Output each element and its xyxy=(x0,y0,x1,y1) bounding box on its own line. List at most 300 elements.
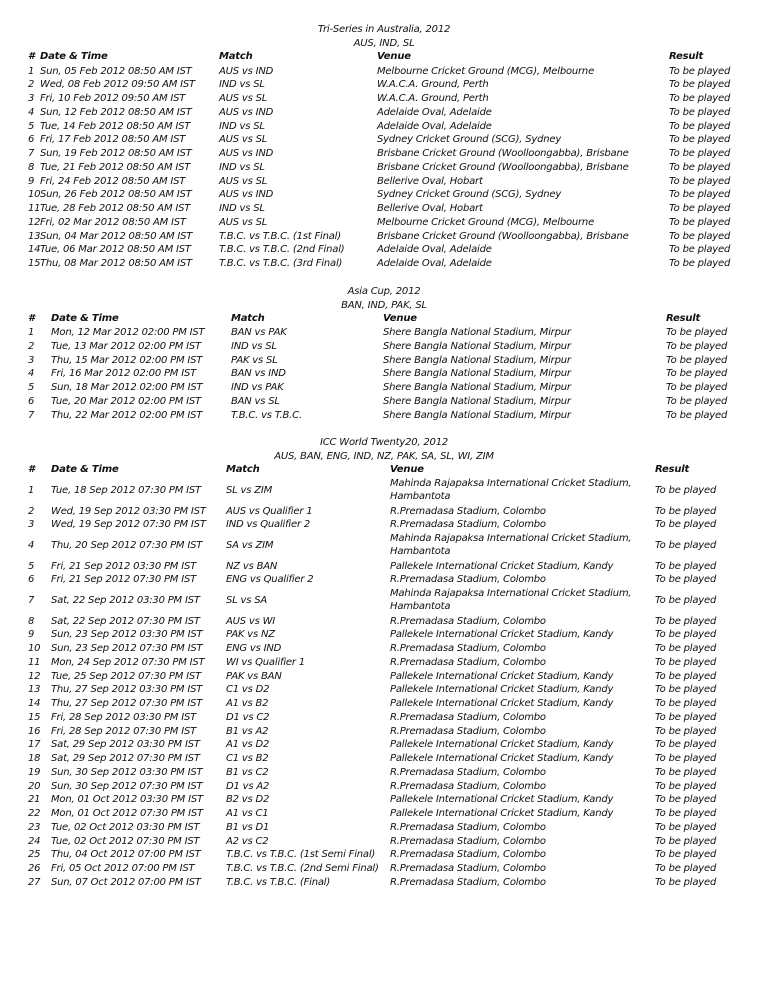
cell-match: T.B.C. vs T.B.C. (1st Semi Final) xyxy=(226,849,376,861)
world-t20-title: ICC World Twenty20, 2012 xyxy=(319,437,449,448)
table-row xyxy=(0,354,768,368)
cell-date: Fri, 28 Sep 2012 07:30 PM IST xyxy=(51,725,196,737)
cell-match: AUS vs Qualifier 1 xyxy=(226,505,313,517)
cell-num: 25 xyxy=(28,849,41,861)
cell-result: To be played xyxy=(655,711,717,723)
cell-date: Tue, 13 Mar 2012 02:00 PM IST xyxy=(51,340,201,352)
cell-num: 27 xyxy=(28,876,41,888)
cell-match: B2 vs D2 xyxy=(226,794,270,806)
table-row xyxy=(0,752,768,766)
cell-result: To be played xyxy=(655,725,717,737)
cell-date: Tue, 02 Oct 2012 03:30 PM IST xyxy=(51,821,200,833)
cell-result: To be played xyxy=(666,354,728,366)
cell-date: Mon, 01 Oct 2012 07:30 PM IST xyxy=(51,808,203,819)
cell-date: Sat, 22 Sep 2012 07:30 PM IST xyxy=(51,615,200,627)
cell-venue: Sydney Cricket Ground (SCG), Sydney xyxy=(377,134,562,146)
cell-num: 10 xyxy=(28,643,41,654)
cell-venue: Shere Bangla National Stadium, Mirpur xyxy=(383,396,571,407)
cell-num: 1 xyxy=(28,327,35,338)
cell-match: T.B.C. vs T.B.C. (2nd Semi Final) xyxy=(226,863,379,874)
cell-result: To be played xyxy=(655,876,717,888)
cell-num: 9 xyxy=(28,629,35,641)
cell-match: B1 vs C2 xyxy=(226,766,269,778)
table-row xyxy=(0,683,768,697)
column-header-num: # xyxy=(28,464,35,475)
cell-venue: Pallekele International Cricket Stadium, Kandy xyxy=(390,684,614,696)
cell-match: PAK vs SL xyxy=(231,354,278,366)
cell-match: IND vs SL xyxy=(219,79,265,91)
cell-match: PAK vs NZ xyxy=(226,629,275,641)
cell-num: 24 xyxy=(28,835,41,847)
cell-match: AUS vs IND xyxy=(219,189,274,201)
cell-date: Thu, 22 Mar 2012 02:00 PM IST xyxy=(51,409,203,421)
table-row xyxy=(0,257,768,271)
table-row xyxy=(0,821,768,835)
cell-match: T.B.C. vs T.B.C. (Final) xyxy=(226,876,331,888)
cell-match: IND vs PAK xyxy=(231,382,284,394)
cell-result: To be played xyxy=(666,327,728,338)
cell-num: 19 xyxy=(28,766,41,778)
cell-num: 12 xyxy=(28,670,41,682)
cell-result: To be played xyxy=(655,766,717,778)
column-header-num: # xyxy=(28,313,35,324)
cell-match: ENG vs Qualifier 2 xyxy=(226,574,314,586)
cell-match: WI vs Qualifier 1 xyxy=(226,656,305,668)
cell-match: BAN vs PAK xyxy=(231,327,287,338)
cell-match: SL vs SA xyxy=(226,594,267,606)
table-row xyxy=(0,230,768,244)
cell-result: To be played xyxy=(655,539,717,551)
tri-series-title: Tri-Series in Australia, 2012 xyxy=(317,24,451,35)
cell-num: 11 xyxy=(28,203,41,214)
cell-date: Fri, 17 Feb 2012 08:50 AM IST xyxy=(40,134,186,146)
cell-venue: R.Premadasa Stadium, Colombo xyxy=(390,780,546,792)
table-row xyxy=(0,532,768,560)
cell-result: To be played xyxy=(655,629,717,641)
cell-result: To be played xyxy=(669,258,731,269)
table-row xyxy=(0,738,768,752)
cell-venue: Brisbane Cricket Ground (Woolloongabba), Brisbane xyxy=(377,148,629,159)
cell-venue: Adelaide Oval, Adelaide xyxy=(377,106,492,118)
table-row xyxy=(0,793,768,807)
table-row xyxy=(0,807,768,821)
cell-result: To be played xyxy=(655,484,717,496)
cell-match: IND vs SL xyxy=(231,340,277,352)
cell-result: To be played xyxy=(669,79,731,91)
cell-match: BAN vs IND xyxy=(231,368,286,380)
cell-match: IND vs SL xyxy=(219,120,265,132)
column-header-result: Result xyxy=(655,464,690,475)
cell-date: Tue, 02 Oct 2012 07:30 PM IST xyxy=(51,835,200,847)
cell-venue: Adelaide Oval, Adelaide xyxy=(377,244,492,256)
cell-venue-line2: Hambantota xyxy=(390,491,451,502)
cell-match: IND vs SL xyxy=(219,161,265,173)
world-t20-subtitle: AUS, BAN, ENG, IND, NZ, PAK, SA, SL, WI, ZIM xyxy=(274,451,494,462)
cell-venue: W.A.C.A. Ground, Perth xyxy=(377,79,489,91)
cell-num: 6 xyxy=(28,396,35,407)
cell-num: 8 xyxy=(28,161,35,173)
cell-venue: R.Premadasa Stadium, Colombo xyxy=(390,821,546,833)
column-header-num: # xyxy=(28,51,35,62)
cell-venue: Brisbane Cricket Ground (Woolloongabba), Brisbane xyxy=(377,161,629,173)
cell-result: To be played xyxy=(666,340,728,352)
cell-match: T.B.C. vs T.B.C. xyxy=(231,409,302,421)
cell-date: Sat, 22 Sep 2012 03:30 PM IST xyxy=(51,594,200,606)
table-row xyxy=(0,216,768,230)
cell-num: 5 xyxy=(28,120,35,132)
cell-match: ENG vs IND xyxy=(226,643,282,654)
cell-date: Tue, 18 Sep 2012 07:30 PM IST xyxy=(51,484,201,496)
cell-venue: R.Premadasa Stadium, Colombo xyxy=(390,615,546,627)
cell-result: To be played xyxy=(669,216,731,228)
table-row xyxy=(0,106,768,120)
cell-result: To be played xyxy=(655,849,717,861)
column-header-venue: Venue xyxy=(377,51,411,62)
cell-venue: Pallekele International Cricket Stadium, Kandy xyxy=(390,794,614,806)
cell-venue: Pallekele International Cricket Stadium, Kandy xyxy=(390,629,614,641)
cell-venue-line2: Hambantota xyxy=(390,601,451,612)
cell-result: To be played xyxy=(655,780,717,792)
cell-date: Fri, 10 Feb 2012 09:50 AM IST xyxy=(40,93,186,104)
cell-date: Tue, 14 Feb 2012 08:50 AM IST xyxy=(40,120,191,132)
table-row xyxy=(0,65,768,79)
cell-match: AUS vs IND xyxy=(219,106,274,118)
table-row xyxy=(0,133,768,147)
cell-result: To be played xyxy=(666,409,728,421)
cell-match: AUS vs SL xyxy=(219,216,268,228)
cell-match: D1 vs A2 xyxy=(226,780,270,792)
table-row xyxy=(0,147,768,161)
cell-match: AUS vs IND xyxy=(219,65,274,77)
cell-result: To be played xyxy=(655,574,717,586)
table-row xyxy=(0,615,768,629)
cell-num: 7 xyxy=(28,409,35,421)
cell-num: 13 xyxy=(28,230,41,242)
table-row xyxy=(0,642,768,656)
cell-venue: R.Premadasa Stadium, Colombo xyxy=(390,519,546,531)
cell-date: Sun, 26 Feb 2012 08:50 AM IST xyxy=(40,189,192,201)
cell-num: 6 xyxy=(28,574,35,586)
table-row xyxy=(0,202,768,216)
cell-date: Sun, 05 Feb 2012 08:50 AM IST xyxy=(40,65,192,77)
cell-num: 17 xyxy=(28,739,41,751)
cell-result: To be played xyxy=(655,505,717,517)
cell-date: Mon, 12 Mar 2012 02:00 PM IST xyxy=(51,327,205,338)
cell-num: 10 xyxy=(28,189,41,201)
cell-venue: Pallekele International Cricket Stadium, Kandy xyxy=(390,670,614,682)
cell-date: Sun, 04 Mar 2012 08:50 AM IST xyxy=(40,230,193,242)
cell-date: Thu, 27 Sep 2012 03:30 PM IST xyxy=(51,684,203,696)
table-row xyxy=(0,243,768,257)
cell-venue: R.Premadasa Stadium, Colombo xyxy=(390,766,546,778)
table-row xyxy=(0,188,768,202)
table-row xyxy=(0,120,768,134)
cell-venue: R.Premadasa Stadium, Colombo xyxy=(390,835,546,847)
table-row xyxy=(0,175,768,189)
cell-venue: Bellerive Oval, Hobart xyxy=(377,203,483,214)
cell-num: 11 xyxy=(28,656,41,668)
cell-date: Fri, 21 Sep 2012 03:30 PM IST xyxy=(51,560,196,572)
cell-result: To be played xyxy=(669,134,731,146)
cell-num: 4 xyxy=(28,539,35,551)
table-row xyxy=(0,587,768,615)
cell-venue: Adelaide Oval, Adelaide xyxy=(377,120,492,132)
cell-date: Tue, 21 Feb 2012 08:50 AM IST xyxy=(40,161,191,173)
cell-match: AUS vs IND xyxy=(219,148,274,159)
cell-result: To be played xyxy=(655,739,717,751)
cell-date: Tue, 28 Feb 2012 08:50 AM IST xyxy=(40,203,191,214)
cell-match: A1 vs C1 xyxy=(226,808,269,819)
cell-venue: Sydney Cricket Ground (SCG), Sydney xyxy=(377,189,562,201)
cell-date: Wed, 19 Sep 2012 03:30 PM IST xyxy=(51,505,206,517)
asia-cup-title: Asia Cup, 2012 xyxy=(347,286,421,297)
cell-venue: Shere Bangla National Stadium, Mirpur xyxy=(383,340,571,352)
cell-date: Fri, 16 Mar 2012 02:00 PM IST xyxy=(51,368,197,380)
cell-num: 14 xyxy=(28,698,41,709)
cell-match: T.B.C. vs T.B.C. (3rd Final) xyxy=(219,258,343,269)
cell-venue: Melbourne Cricket Ground (MCG), Melbourne xyxy=(377,216,595,228)
cell-date: Fri, 28 Sep 2012 03:30 PM IST xyxy=(51,711,196,723)
cell-venue: R.Premadasa Stadium, Colombo xyxy=(390,849,546,861)
cell-match: BAN vs SL xyxy=(231,396,280,407)
cell-venue: R.Premadasa Stadium, Colombo xyxy=(390,643,546,654)
cell-result: To be played xyxy=(655,684,717,696)
cell-match: AUS vs SL xyxy=(219,134,268,146)
asia-cup-subtitle: BAN, IND, PAK, SL xyxy=(341,300,427,311)
cell-result: To be played xyxy=(666,368,728,380)
table-row xyxy=(0,711,768,725)
table-row xyxy=(0,505,768,519)
cell-date: Fri, 05 Oct 2012 07:00 PM IST xyxy=(51,863,195,874)
cell-match: SA vs ZIM xyxy=(226,539,274,551)
column-header-result: Result xyxy=(666,313,701,324)
table-row xyxy=(0,848,768,862)
cell-match: AUS vs SL xyxy=(219,93,268,104)
cell-match: AUS vs WI xyxy=(226,615,276,627)
cell-venue: Melbourne Cricket Ground (MCG), Melbourne xyxy=(377,65,595,77)
cell-date: Mon, 01 Oct 2012 03:30 PM IST xyxy=(51,794,203,806)
table-row xyxy=(0,670,768,684)
table-row xyxy=(0,92,768,106)
cell-result: To be played xyxy=(666,396,728,407)
table-row xyxy=(0,161,768,175)
cell-venue: W.A.C.A. Ground, Perth xyxy=(377,93,489,104)
cell-num: 3 xyxy=(28,519,35,531)
cell-result: To be played xyxy=(669,106,731,118)
cell-num: 2 xyxy=(28,79,35,91)
table-row xyxy=(0,367,768,381)
cell-match: AUS vs SL xyxy=(219,175,268,187)
cell-num: 2 xyxy=(28,340,35,352)
cell-venue: Adelaide Oval, Adelaide xyxy=(377,258,492,269)
cell-venue: Pallekele International Cricket Stadium, Kandy xyxy=(390,698,614,709)
cell-date: Sun, 19 Feb 2012 08:50 AM IST xyxy=(40,148,192,159)
cell-num: 13 xyxy=(28,684,41,696)
cell-venue: Pallekele International Cricket Stadium, Kandy xyxy=(390,560,614,572)
cell-venue: Pallekele International Cricket Stadium, Kandy xyxy=(390,753,614,764)
cell-date: Sun, 07 Oct 2012 07:00 PM IST xyxy=(51,876,201,888)
table-row xyxy=(0,628,768,642)
cell-match: IND vs Qualifier 2 xyxy=(226,519,311,531)
cell-num: 2 xyxy=(28,505,35,517)
table-row xyxy=(0,876,768,890)
cell-date: Wed, 19 Sep 2012 07:30 PM IST xyxy=(51,519,206,531)
column-header-date: Date & Time xyxy=(51,464,119,475)
cell-venue: R.Premadasa Stadium, Colombo xyxy=(390,863,546,874)
table-row xyxy=(0,78,768,92)
cell-num: 18 xyxy=(28,753,41,764)
cell-num: 23 xyxy=(28,821,41,833)
cell-match: A2 vs C2 xyxy=(226,835,269,847)
table-row xyxy=(0,697,768,711)
cell-result: To be played xyxy=(669,148,731,159)
cell-venue: Mahinda Rajapaksa International Cricket Stadium, xyxy=(390,478,632,489)
cell-num: 7 xyxy=(28,148,35,159)
table-row xyxy=(0,656,768,670)
cell-result: To be played xyxy=(669,120,731,132)
table-row xyxy=(0,560,768,574)
cell-match: B1 vs A2 xyxy=(226,725,269,737)
cell-venue: R.Premadasa Stadium, Colombo xyxy=(390,505,546,517)
cell-venue: Brisbane Cricket Ground (Woolloongabba), Brisbane xyxy=(377,230,629,242)
cell-result: To be played xyxy=(655,808,717,819)
cell-match: B1 vs D1 xyxy=(226,821,270,833)
cell-venue: Shere Bangla National Stadium, Mirpur xyxy=(383,327,571,338)
table-row xyxy=(0,573,768,587)
cell-num: 5 xyxy=(28,382,35,394)
cell-num: 20 xyxy=(28,780,41,792)
cell-venue: Mahinda Rajapaksa International Cricket Stadium, xyxy=(390,533,632,544)
cell-date: Tue, 25 Sep 2012 07:30 PM IST xyxy=(51,670,201,682)
cell-date: Sat, 29 Sep 2012 03:30 PM IST xyxy=(51,739,200,751)
cell-match: SL vs ZIM xyxy=(226,484,273,496)
cell-venue: Shere Bangla National Stadium, Mirpur xyxy=(383,409,571,421)
cell-venue: R.Premadasa Stadium, Colombo xyxy=(390,876,546,888)
cell-venue: Bellerive Oval, Hobart xyxy=(377,175,483,187)
cell-venue: R.Premadasa Stadium, Colombo xyxy=(390,656,546,668)
cell-num: 21 xyxy=(28,794,41,806)
cell-venue-line2: Hambantota xyxy=(390,546,451,557)
tri-series-subtitle: AUS, IND, SL xyxy=(353,38,415,49)
cell-venue: R.Premadasa Stadium, Colombo xyxy=(390,574,546,586)
cell-num: 3 xyxy=(28,354,35,366)
cell-date: Tue, 20 Mar 2012 02:00 PM IST xyxy=(51,396,201,407)
cell-date: Sun, 12 Feb 2012 08:50 AM IST xyxy=(40,106,192,118)
cell-match: T.B.C. vs T.B.C. (1st Final) xyxy=(219,230,341,242)
table-row xyxy=(0,326,768,340)
cell-match: D1 vs C2 xyxy=(226,711,270,723)
column-header-date: Date & Time xyxy=(40,51,108,62)
cell-result: To be played xyxy=(655,670,717,682)
table-row xyxy=(0,725,768,739)
cell-num: 1 xyxy=(28,484,35,496)
cell-date: Thu, 15 Mar 2012 02:00 PM IST xyxy=(51,354,203,366)
cell-date: Thu, 04 Oct 2012 07:00 PM IST xyxy=(51,849,201,861)
cell-result: To be played xyxy=(655,794,717,806)
cell-match: C1 vs B2 xyxy=(226,753,269,764)
cell-num: 15 xyxy=(28,258,41,269)
cell-result: To be played xyxy=(669,175,731,187)
cell-num: 4 xyxy=(28,106,35,118)
cell-result: To be played xyxy=(655,698,717,709)
cell-venue: Shere Bangla National Stadium, Mirpur xyxy=(383,354,571,366)
cell-match: A1 vs D2 xyxy=(226,739,270,751)
cell-venue: Shere Bangla National Stadium, Mirpur xyxy=(383,368,571,380)
cell-result: To be played xyxy=(669,230,731,242)
cell-date: Sun, 30 Sep 2012 03:30 PM IST xyxy=(51,766,203,778)
cell-date: Fri, 24 Feb 2012 08:50 AM IST xyxy=(40,175,186,187)
cell-num: 8 xyxy=(28,615,35,627)
column-header-match: Match xyxy=(226,464,260,475)
table-row xyxy=(0,518,768,532)
cell-venue: Mahinda Rajapaksa International Cricket Stadium, xyxy=(390,588,632,599)
cell-result: To be played xyxy=(655,519,717,531)
cell-result: To be played xyxy=(669,203,731,214)
cell-date: Mon, 24 Sep 2012 07:30 PM IST xyxy=(51,656,205,668)
column-header-venue: Venue xyxy=(383,313,417,324)
cell-num: 22 xyxy=(28,808,41,819)
cell-num: 5 xyxy=(28,560,35,572)
cell-date: Thu, 08 Mar 2012 08:50 AM IST xyxy=(40,258,192,269)
cell-result: To be played xyxy=(669,161,731,173)
cell-num: 4 xyxy=(28,368,35,380)
cell-venue: R.Premadasa Stadium, Colombo xyxy=(390,711,546,723)
cell-result: To be played xyxy=(669,244,731,256)
cell-match: NZ vs BAN xyxy=(226,560,278,572)
cell-num: 12 xyxy=(28,216,41,228)
cell-venue: Pallekele International Cricket Stadium, Kandy xyxy=(390,808,614,819)
cell-date: Sat, 29 Sep 2012 07:30 PM IST xyxy=(51,753,200,764)
table-row xyxy=(0,862,768,876)
column-header-match: Match xyxy=(219,51,253,62)
cell-result: To be played xyxy=(655,615,717,627)
table-row xyxy=(0,381,768,395)
cell-num: 1 xyxy=(28,65,35,77)
cell-venue: R.Premadasa Stadium, Colombo xyxy=(390,725,546,737)
cell-match: PAK vs BAN xyxy=(226,670,282,682)
cell-num: 26 xyxy=(28,863,41,874)
cell-result: To be played xyxy=(669,189,731,201)
cell-date: Sun, 18 Mar 2012 02:00 PM IST xyxy=(51,382,203,394)
cell-venue: Shere Bangla National Stadium, Mirpur xyxy=(383,382,571,394)
cell-num: 14 xyxy=(28,244,41,256)
table-row xyxy=(0,780,768,794)
cell-match: T.B.C. vs T.B.C. (2nd Final) xyxy=(219,244,345,256)
cell-date: Sun, 23 Sep 2012 03:30 PM IST xyxy=(51,629,203,641)
cell-match: C1 vs D2 xyxy=(226,684,270,696)
cell-num: 16 xyxy=(28,725,41,737)
cell-result: To be played xyxy=(655,656,717,668)
cell-num: 6 xyxy=(28,134,35,146)
column-header-result: Result xyxy=(669,51,704,62)
cell-match: A1 vs B2 xyxy=(226,698,269,709)
table-row xyxy=(0,477,768,505)
column-header-date: Date & Time xyxy=(51,313,119,324)
cell-result: To be played xyxy=(655,835,717,847)
cell-result: To be played xyxy=(655,560,717,572)
cell-result: To be played xyxy=(655,863,717,874)
table-row xyxy=(0,409,768,423)
cell-result: To be played xyxy=(655,821,717,833)
cell-num: 3 xyxy=(28,93,35,104)
cell-result: To be played xyxy=(669,65,731,77)
cell-date: Fri, 21 Sep 2012 07:30 PM IST xyxy=(51,574,196,586)
column-header-match: Match xyxy=(231,313,265,324)
cell-date: Sun, 30 Sep 2012 07:30 PM IST xyxy=(51,780,203,792)
cell-num: 9 xyxy=(28,175,35,187)
cell-result: To be played xyxy=(666,382,728,394)
cell-num: 7 xyxy=(28,594,35,606)
